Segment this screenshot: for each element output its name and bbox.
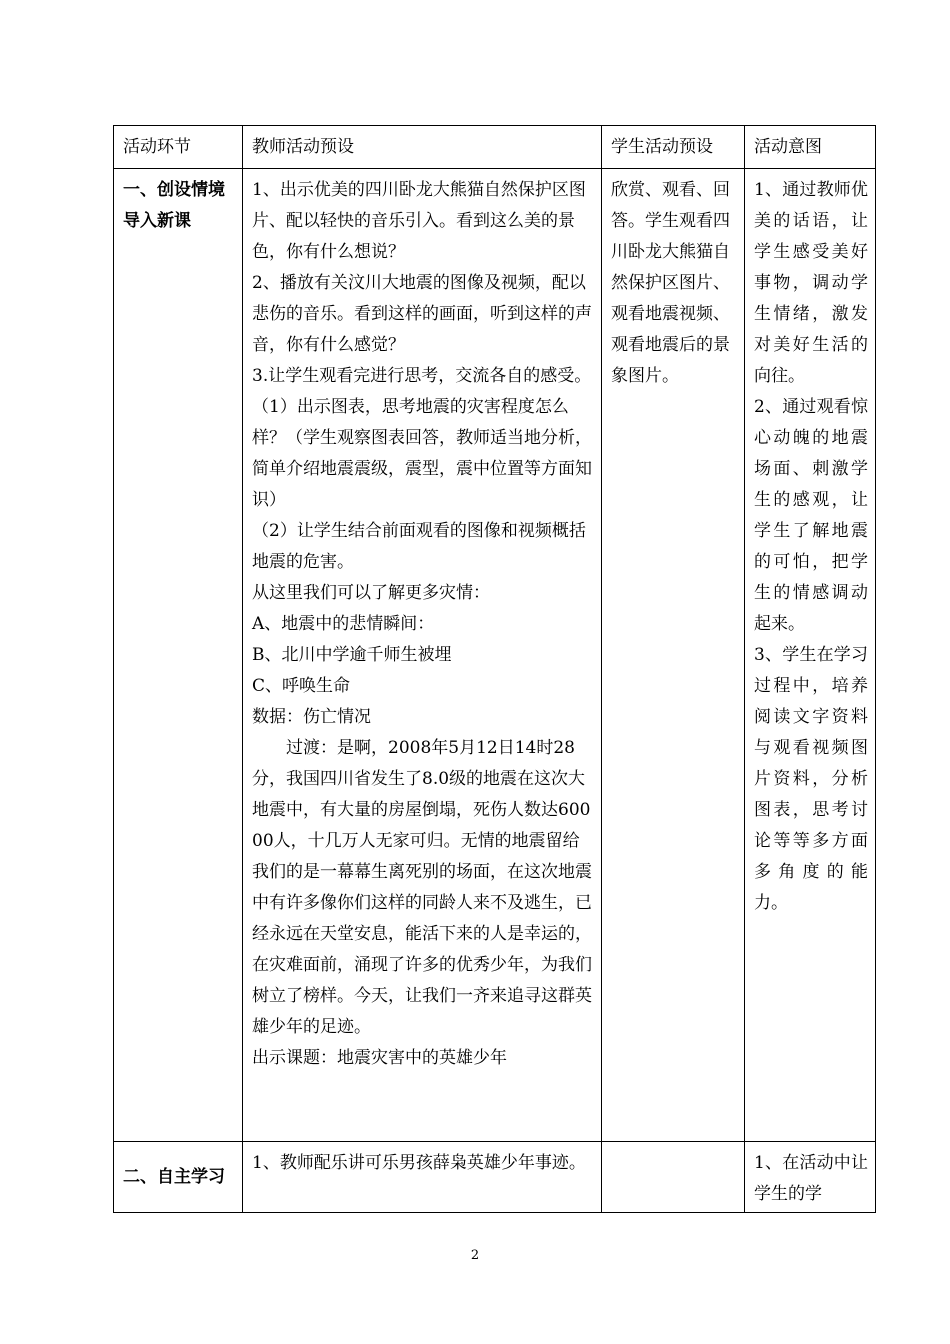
student-cell-2 — [602, 1142, 745, 1213]
teacher-paragraph: 出示课题：地震灾害中的英雄少年 — [252, 1048, 507, 1068]
table-row — [114, 169, 876, 1142]
lesson-plan-table — [113, 125, 876, 1213]
table-header-row — [114, 126, 876, 169]
intent-paragraph: 2、通过观看惊心动魄的地震场面、刺激学生的感观，让学生了解地震的可怕，把学生的情感调动起来。 — [754, 397, 868, 634]
header-student-activity: 学生活动预设 — [602, 126, 745, 169]
stage-cell-1 — [114, 169, 243, 1142]
teacher-paragraph: 数据：伤亡情况 — [252, 707, 371, 727]
student-cell-1 — [602, 169, 745, 1142]
intent-paragraph: 3、学生在学习过程中，培养阅读文字资料与观看视频图片资料，分析图表，思考讨论等等多方面多角度的能力。 — [754, 645, 868, 913]
teacher-paragraph: （1）出示图表，思考地震的灾害程度怎么样？（学生观察图表回答，教师适当地分析，简单介绍地震震级，震型，震中位置等方面知识） — [252, 397, 592, 510]
intent-cell-2: 1、在活动中让学生的学 — [745, 1142, 876, 1213]
page-number: 2 — [470, 1248, 480, 1263]
stage-line: 一、创设情境 — [123, 180, 225, 200]
teacher-paragraph: 1、出示优美的四川卧龙大熊猫自然保护区图片、配以轻快的音乐引入。看到这么美的景色，你有什么想说？ — [252, 180, 586, 262]
teacher-paragraph: 2、播放有关汶川大地震的图像及视频，配以悲伤的音乐。看到这样的画面，听到这样的声音，你有什么感觉？ — [252, 273, 592, 355]
teacher-paragraph: （2）让学生结合前面观看的图像和视频概括地震的危害。 — [252, 521, 586, 572]
stage-line: 导入新课 — [123, 211, 191, 231]
table-row — [114, 1142, 876, 1213]
teacher-paragraph: 3.让学生观看完进行思考，交流各自的感受。 — [252, 366, 592, 386]
teacher-paragraph: 过渡：是啊，2008年5月12日14时28分，我国四川省发生了8.0级的地震在这次大地震中，有大量的房屋倒塌，死伤人数达60000人，十几万人无家可归。无情的地震留给我们的是一幕幕生离死别的场面，在这次地震中有许多像你们这样的同龄人来不及逃生，已经永远在天堂安息，能活下来的人是幸运的，在灾难面前，涌现了许多的优秀少年，为我们树立了榜样。今天，让我们一齐来追寻这群英雄少年的足迹。 — [252, 738, 592, 1037]
teacher-paragraph: C、呼唤生命 — [252, 676, 351, 696]
teacher-cell-1 — [243, 169, 602, 1142]
header-stage: 活动环节 — [114, 126, 243, 169]
header-intent: 活动意图 — [745, 126, 876, 169]
stage-cell-2: 二、自主学习 — [114, 1142, 243, 1213]
intent-paragraph: 1、通过教师优美的话语，让学生感受美好事物，调动学生情绪，激发对美好生活的向往。 — [754, 180, 868, 386]
teacher-paragraph: 从这里我们可以了解更多灾情： — [252, 583, 490, 603]
teacher-paragraph: B、北川中学逾千师生被埋 — [252, 645, 452, 665]
intent-cell-1 — [745, 169, 876, 1142]
header-teacher-activity: 教师活动预设 — [243, 126, 602, 169]
teacher-cell-2: 1、教师配乐讲可乐男孩薛枭英雄少年事迹。 — [243, 1142, 602, 1213]
teacher-paragraph: A、地震中的悲情瞬间： — [252, 614, 435, 634]
student-paragraph: 欣赏、观看、回答。学生观看四川卧龙大熊猫自然保护区图片、观看地震视频、观看地震后的景象图片。 — [611, 180, 730, 386]
